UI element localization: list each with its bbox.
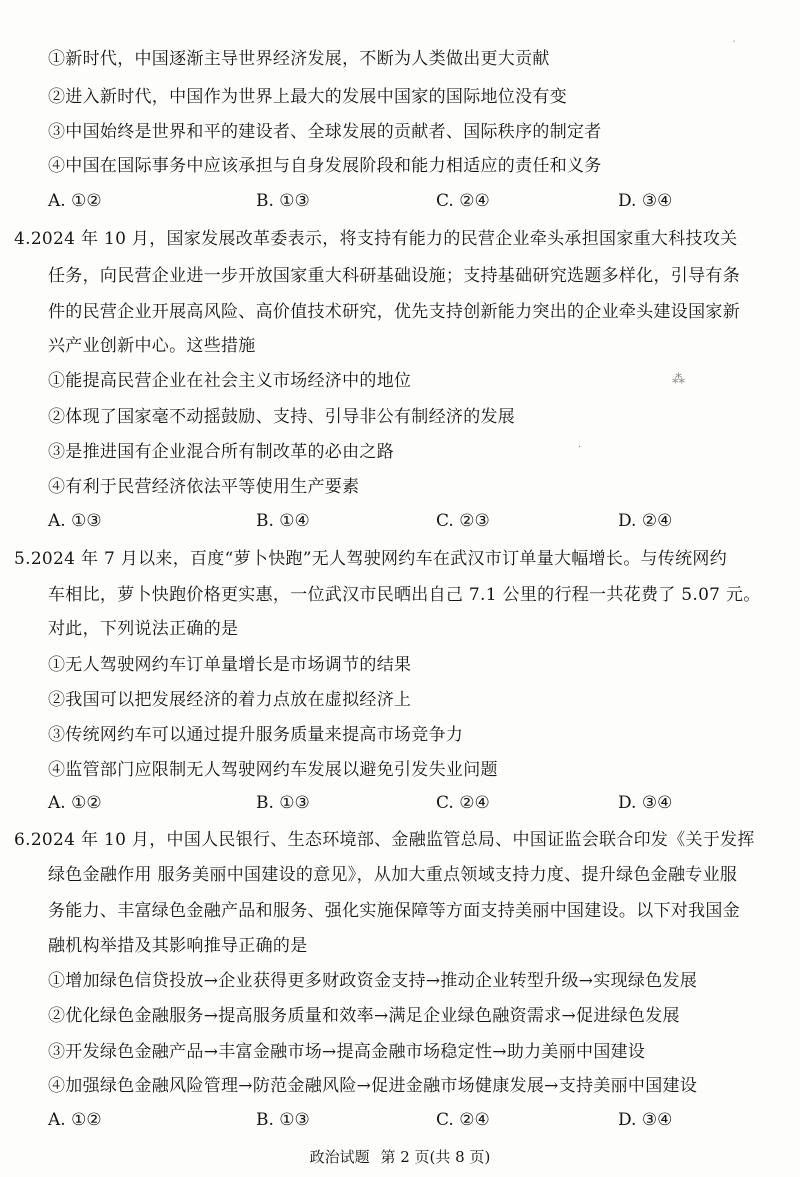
q5-stem-1: 5.2024 年 7 月以来，百度“萝卜快跑”无人驾驶网约车在武汉市订单量大幅增长。与传统网约 xyxy=(14,549,727,569)
q4-item-1: ①能提高民营企业在社会主义市场经济中的地位 xyxy=(48,371,412,391)
scan-speck: · xyxy=(578,442,582,453)
q3-option-a[interactable]: A. ①② xyxy=(48,191,102,211)
q4-stem-4: 兴产业创新中心。这些措施 xyxy=(48,336,256,356)
q5-option-b[interactable]: B. ①③ xyxy=(256,793,310,813)
q5-item-4: ④监管部门应限制无人驾驶网约车发展以避免引发失业问题 xyxy=(48,760,498,780)
q6-options xyxy=(48,1110,768,1134)
scan-speck: ′ xyxy=(733,40,736,51)
q5-item-1: ①无人驾驶网约车订单量增长是市场调节的结果 xyxy=(48,655,412,675)
q3-item-2: ②进入新时代，中国作为世界上最大的发展中国家的国际地位没有变 xyxy=(48,87,567,107)
q4-item-2: ②体现了国家毫不动摇鼓励、支持、引导非公有制经济的发展 xyxy=(48,407,516,427)
q6-stem-4: 融机构举措及其影响推导正确的是 xyxy=(48,936,308,956)
footer-subject: 政治试题 xyxy=(309,1148,370,1166)
q3-option-c[interactable]: C. ②④ xyxy=(436,191,490,211)
q5-item-3: ③传统网约车可以通过提升服务质量来提高市场竞争力 xyxy=(48,725,464,745)
q6-option-d[interactable]: D. ③④ xyxy=(618,1110,673,1130)
q6-stem-3: 务能力、丰富绿色金融产品和服务、强化实施保障等方面支持美丽中国建设。以下对我国金 xyxy=(48,901,740,921)
q5-options xyxy=(48,793,768,817)
q3-item-3: ③中国始终是世界和平的建设者、全球发展的贡献者、国际秩序的制定者 xyxy=(48,122,602,142)
q4-options xyxy=(48,511,768,535)
q6-stem-1: 6.2024 年 10 月，中国人民银行、生态环境部、金融监管总局、中国证监会联合印发《关于发挥 xyxy=(14,830,755,850)
q6-option-c[interactable]: C. ②④ xyxy=(436,1110,490,1130)
q3-item-1: ①新时代，中国逐渐主导世界经济发展，不断为人类做出更大贡献 xyxy=(48,49,550,69)
q6-stem-2: 绿色金融作用 服务美丽中国建设的意见》，从加大重点领域支持力度、提升绿色金融专业服 xyxy=(48,865,738,885)
q4-stem-1: 4.2024 年 10 月，国家发展改革委表示，将支持有能力的民营企业牵头承担国家重大科技攻关 xyxy=(14,229,738,249)
q3-options xyxy=(48,191,768,215)
q3-item-4: ④中国在国际事务中应该承担与自身发展阶段和能力相适应的责任和义务 xyxy=(48,156,602,176)
q6-item-1: ①增加绿色信贷投放→企业获得更多财政资金支持→推动企业转型升级→实现绿色发展 xyxy=(48,971,698,991)
q6-option-a[interactable]: A. ①② xyxy=(48,1110,102,1130)
q5-option-d[interactable]: D. ③④ xyxy=(618,793,673,813)
page-footer xyxy=(0,1146,800,1167)
q4-option-c[interactable]: C. ②③ xyxy=(436,511,490,531)
q4-item-3: ③是推进国有企业混合所有制改革的必由之路 xyxy=(48,442,394,462)
q4-stem-2: 任务，向民营企业进一步开放国家重大科研基础设施；支持基础研究选题多样化，引导有条 xyxy=(48,266,740,286)
q4-option-b[interactable]: B. ①④ xyxy=(256,511,310,531)
q5-stem-3: 对此，下列说法正确的是 xyxy=(48,619,239,639)
q5-stem-2: 车相比，萝卜快跑价格更实惠，一位武汉市民晒出自己 7.1 公里的行程一共花费了 5.07 元。 xyxy=(48,585,761,605)
q4-stem-3: 件的民营企业开展高风险、高价值技术研究，优先支持创新能力突出的企业牵头建设国家新 xyxy=(48,302,740,322)
q6-item-4: ④加强绿色金融风险管理→防范金融风险→促进金融市场健康发展→支持美丽中国建设 xyxy=(48,1076,698,1096)
q5-item-2: ②我国可以把发展经济的着力点放在虚拟经济上 xyxy=(48,690,412,710)
q3-option-d[interactable]: D. ③④ xyxy=(618,191,673,211)
q3-option-b[interactable]: B. ①③ xyxy=(256,191,310,211)
q4-option-a[interactable]: A. ①③ xyxy=(48,511,102,531)
q6-item-2: ②优化绿色金融服务→提高服务质量和效率→满足企业绿色融资需求→促进绿色发展 xyxy=(48,1006,680,1026)
q6-option-b[interactable]: B. ①③ xyxy=(256,1110,310,1130)
q4-option-d[interactable]: D. ②④ xyxy=(618,511,673,531)
footer-page-number: 第 2 页(共 8 页) xyxy=(380,1148,491,1166)
q5-option-c[interactable]: C. ②④ xyxy=(436,793,490,813)
q4-item-4: ④有利于民营经济依法平等使用生产要素 xyxy=(48,477,360,497)
q6-item-3: ③开发绿色金融产品→丰富金融市场→提高金融市场稳定性→助力美丽中国建设 xyxy=(48,1042,646,1062)
scan-speck: ⁂ xyxy=(672,372,685,387)
q5-option-a[interactable]: A. ①② xyxy=(48,793,102,813)
